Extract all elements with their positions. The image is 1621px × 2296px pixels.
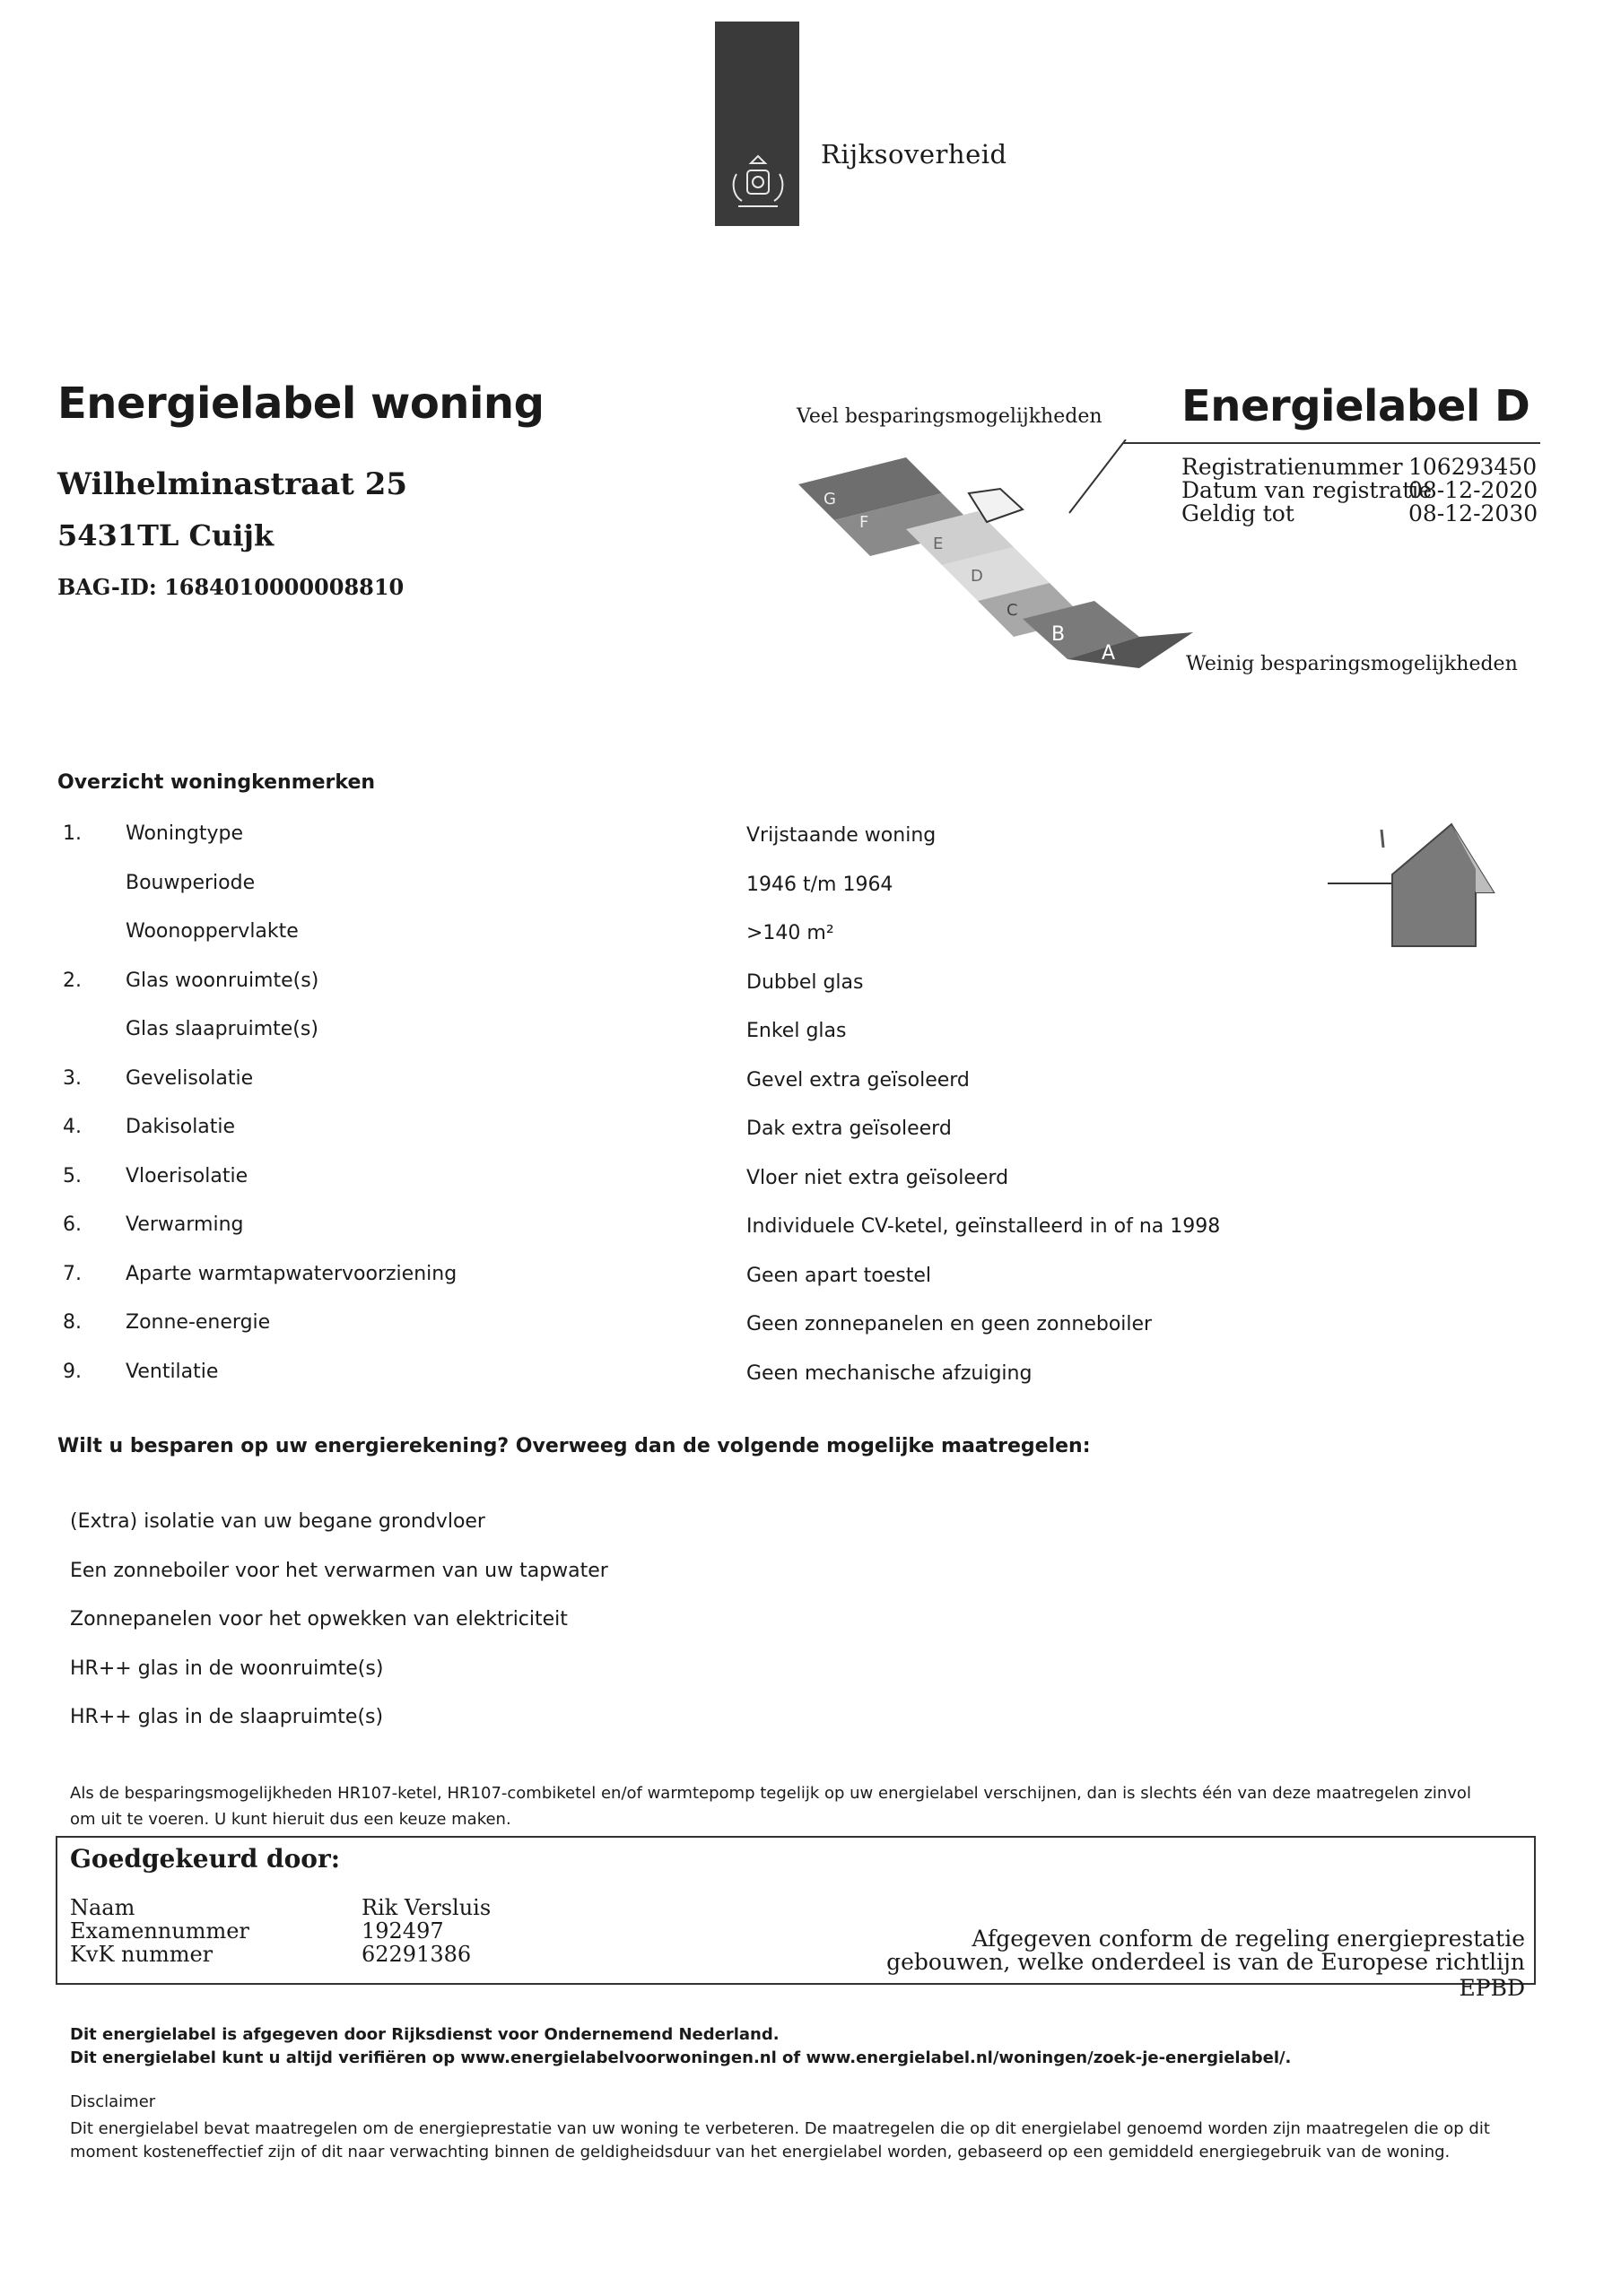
overview-row-label: Vloerisolatie bbox=[126, 1165, 248, 1187]
overview-row-value: >140 m² bbox=[746, 922, 834, 944]
approved-label-name: Naam bbox=[70, 1895, 135, 1920]
scale-letter-b: B bbox=[1051, 623, 1066, 646]
overview-row-label: Dakisolatie bbox=[126, 1116, 236, 1138]
overview-row-number: 2. bbox=[63, 970, 82, 992]
overview-row-value: Dak extra geïsoleerd bbox=[746, 1118, 952, 1140]
address-street: Wilhelminastraat 25 bbox=[57, 466, 408, 502]
overview-row-value: Dubbel glas bbox=[746, 971, 864, 994]
measure-item: Zonnepanelen voor het opwekken van elektriciteit bbox=[70, 1608, 568, 1631]
approved-label-exam: Examennummer bbox=[70, 1918, 249, 1944]
reg-label-number: Registratienummer bbox=[1181, 454, 1403, 480]
overview-row-number: 9. bbox=[63, 1361, 82, 1383]
energy-label-scale bbox=[763, 439, 1220, 673]
overview-row-label: Glas woonruimte(s) bbox=[126, 970, 319, 992]
overview-row-label: Ventilatie bbox=[126, 1361, 219, 1383]
reg-label-date: Datum van registratie bbox=[1181, 477, 1433, 503]
scale-letter-f: F bbox=[859, 513, 869, 532]
energy-label-title: Energielabel D bbox=[1181, 381, 1530, 431]
scale-letter-d: D bbox=[971, 567, 983, 586]
address-postal-city: 5431TL Cuijk bbox=[57, 518, 275, 552]
overview-row-value: Enkel glas bbox=[746, 1020, 847, 1042]
overview-row-label: Gevelisolatie bbox=[126, 1067, 254, 1090]
overview-row-label: Verwarming bbox=[126, 1213, 244, 1236]
overview-row-label: Glas slaapruimte(s) bbox=[126, 1018, 318, 1040]
footer-verify: Dit energielabel kunt u altijd verifiëren op www.energielabelvoorwoningen.nl of www.energielabel.nl/woningen/zoek-je-energielabel/. bbox=[70, 2048, 1292, 2067]
measure-item: (Extra) isolatie van uw begane grondvloer bbox=[70, 1510, 485, 1533]
measure-item: Een zonneboiler voor het verwarmen van uw tapwater bbox=[70, 1560, 608, 1582]
overview-row-value: Vloer niet extra geïsoleerd bbox=[746, 1167, 1009, 1189]
overview-row-number: 6. bbox=[63, 1213, 82, 1236]
measure-item: HR++ glas in de slaapruimte(s) bbox=[70, 1706, 384, 1728]
page-title: Energielabel woning bbox=[57, 378, 545, 429]
overview-row-label: Zonne-energie bbox=[126, 1311, 271, 1334]
approved-title: Goedgekeurd door: bbox=[70, 1844, 341, 1874]
logo-text: Rijksoverheid bbox=[821, 139, 1007, 170]
disclaimer-title: Disclaimer bbox=[70, 2092, 156, 2111]
overview-row-number: 1. bbox=[63, 822, 82, 845]
reg-value-date: 08-12-2020 bbox=[1408, 477, 1538, 503]
overview-row-label: Woningtype bbox=[126, 822, 244, 845]
overview-row-value: 1946 t/m 1964 bbox=[746, 874, 893, 896]
measures-title: Wilt u besparen op uw energierekening? Overweeg dan de volgende mogelijke maatregelen: bbox=[57, 1435, 1091, 1457]
reg-label-valid: Geldig tot bbox=[1181, 500, 1294, 526]
overview-row-label: Aparte warmtapwatervoorziening bbox=[126, 1263, 458, 1285]
overview-row-number: 4. bbox=[63, 1116, 82, 1138]
bag-id: BAG-ID: 1684010000008810 bbox=[57, 574, 405, 600]
overview-row-label: Woonoppervlakte bbox=[126, 920, 299, 943]
measure-item: HR++ glas in de woonruimte(s) bbox=[70, 1657, 384, 1680]
approved-value-exam: 192497 bbox=[362, 1918, 444, 1944]
disclaimer-text: Dit energielabel bevat maatregelen om de energieprestatie van uw woning te verbeteren. De maatregelen die op dit energielabel genoemd worden zijn maatregelen die op dit moment kosteneffectief zijn of dit naar verwachting binnen de geldigheidsduur van het energielabel worden, gebaseerd op een gemiddeld energiegebruik van de woning. bbox=[70, 2119, 1490, 2161]
overview-row-value: Gevel extra geïsoleerd bbox=[746, 1069, 970, 1091]
overview-row-value: Geen apart toestel bbox=[746, 1265, 932, 1287]
crest-icon bbox=[720, 144, 796, 215]
approved-value-name: Rik Versluis bbox=[362, 1895, 492, 1920]
overview-row-value: Individuele CV-ketel, geïnstalleerd in of na 1998 bbox=[746, 1215, 1221, 1238]
overview-row-value: Geen zonnepanelen en geen zonneboiler bbox=[746, 1313, 1153, 1335]
overview-row-number: 5. bbox=[63, 1165, 82, 1187]
overview-row-label: Bouwperiode bbox=[126, 872, 256, 894]
conform-line-1: Afgegeven conform de regeling energieprestatie bbox=[972, 1926, 1525, 1952]
scale-letter-e: E bbox=[933, 535, 944, 553]
house-icon bbox=[1328, 812, 1507, 955]
scale-top-text: Veel besparingsmogelijkheden bbox=[797, 405, 1102, 428]
approved-value-kvk: 62291386 bbox=[362, 1942, 472, 1967]
footer-issued-by: Dit energielabel is afgegeven door Rijksdienst voor Ondernemend Nederland. bbox=[70, 2025, 780, 2044]
overview-row-number: 7. bbox=[63, 1263, 82, 1285]
approved-label-kvk: KvK nummer bbox=[70, 1942, 214, 1967]
overview-row-number: 3. bbox=[63, 1067, 82, 1090]
reg-value-valid: 08-12-2030 bbox=[1408, 500, 1538, 526]
overview-row-value: Vrijstaande woning bbox=[746, 824, 937, 847]
overview-row-value: Geen mechanische afzuiging bbox=[746, 1362, 1033, 1385]
conform-line-2: gebouwen, welke onderdeel is van de Europese richtlijn EPBD bbox=[886, 1949, 1525, 2001]
scale-letter-g: G bbox=[824, 490, 836, 509]
scale-bottom-text: Weinig besparingsmogelijkheden bbox=[1186, 653, 1518, 675]
overview-title: Overzicht woningkenmerken bbox=[57, 771, 376, 794]
reg-value-number: 106293450 bbox=[1408, 454, 1538, 480]
measures-note: Als de besparingsmogelijkheden HR107-ketel, HR107-combiketel en/of warmtepomp tegelijk op uw energielabel verschijnen, dan is slechts één van deze maatregelen zinvol om uit te voeren. U kunt hieruit dus een keuze maken. bbox=[70, 1784, 1471, 1829]
scale-letter-a: A bbox=[1102, 642, 1116, 665]
scale-letter-c: C bbox=[1007, 601, 1018, 620]
overview-row-number: 8. bbox=[63, 1311, 82, 1334]
